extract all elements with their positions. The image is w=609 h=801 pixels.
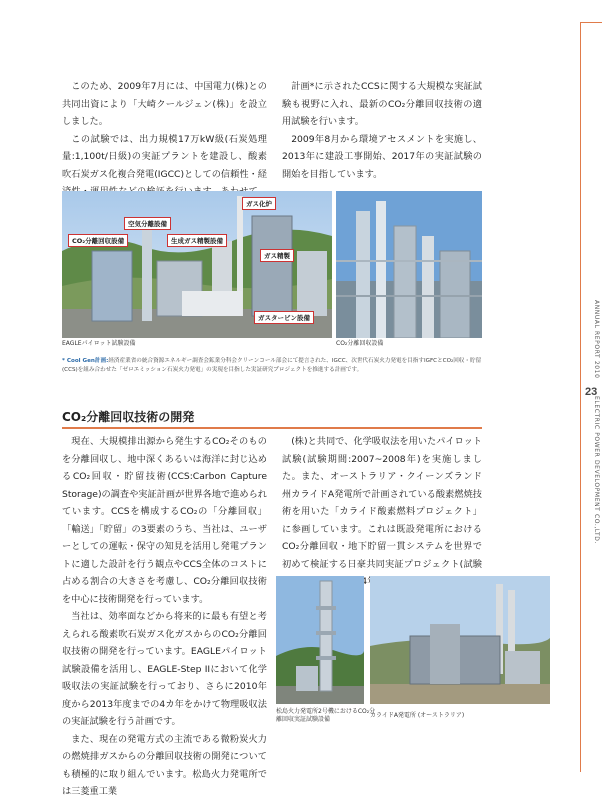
matsushima-plant-illustration bbox=[276, 576, 364, 704]
footnote bbox=[62, 357, 482, 374]
footnote-label: * Cool Gen計画: bbox=[62, 358, 109, 364]
co2-separation-photo bbox=[336, 191, 482, 338]
callout-air-separation: 空気分離設備 bbox=[124, 217, 171, 230]
callout-gas-cleanup: ガス精製 bbox=[260, 249, 294, 262]
paragraph: 2009年8月から環境アセスメントを実施し、2013年に建設工事開始、2017年の実証試験の開始を目指しています。 bbox=[282, 133, 482, 180]
co2-photo-caption: CO₂分離回収設備 bbox=[336, 340, 384, 347]
paragraph: 計画*に示されたCCSに関する大規模な実証試験も視野に入れ、最新のCO₂分離回収技術の適用試験を行います。 bbox=[282, 81, 482, 127]
matsushima-plant-photo bbox=[276, 576, 364, 704]
footnote-text: 経済産業省の統合資源エネルギー調査会鉱業分科会クリーンコール部会にて提言された、IGCC、次世代石炭火力発電を目指すIGFCとCO₂回収・貯留(CCS)を組み合わせた「ゼロエミッション石炭火力発電」の実現を目指した実証研究プロジェクトを推進する計画です。 bbox=[62, 358, 482, 373]
callout-gasifier: ガス化炉 bbox=[242, 197, 276, 210]
callout-gas-purification: 生成ガス精製設備 bbox=[167, 234, 227, 247]
bottom-left-column bbox=[62, 433, 267, 801]
page-edge-rule bbox=[580, 22, 581, 772]
paragraph: このため、2009年7月には、中国電力(株)との共同出資により「大崎クールジェン(株)」を設立しました。 bbox=[62, 81, 267, 127]
callout-gas-turbine: ガスタービン設備 bbox=[254, 311, 314, 324]
section-title: CO₂分離回収技術の開発 bbox=[62, 410, 195, 424]
callout-co2-separation: CO₂分離回収設備 bbox=[68, 234, 128, 247]
top-right-column bbox=[282, 78, 482, 183]
eagle-plant-photo bbox=[62, 191, 332, 338]
annual-report-label: ANNUAL REPORT 2010 bbox=[593, 300, 600, 379]
co2-separation-illustration bbox=[336, 191, 482, 338]
callide-photo-caption: カライドA発電所 (オーストラリア) bbox=[370, 712, 465, 719]
corner-rule bbox=[580, 22, 602, 23]
callide-plant-illustration bbox=[370, 576, 550, 704]
paragraph: 現在、大規模排出源から発生するCO₂そのものを分離回収し、地中深くあるいは海洋に封じ込めるCO₂回収・貯留技術(CCS:Carbon Capture Storage)の調査や実証計画が世界各地で進められています。CCSを構成するCO₂の「分離回収」「輸送」「貯留」の3要素のうち、当社は、ユーザーとしての運転・保守の知見を活用し発電プラントに適した設計を行う観点やCCS全体のコストに占める割合の大きさを考慮し、CO₂分離回収技術を中心に技術開発を行っています。 bbox=[62, 436, 267, 605]
bottom-right-column bbox=[282, 433, 482, 591]
eagle-photo-caption: EAGLEパイロット試験設備 bbox=[62, 340, 136, 347]
paragraph: この試験では、出力規模17万kW級(石炭処理量:1,100t/日級)の実証プラントを建設し、酸素吹石炭ガス化複合発電(IGCC)としての信頼性・経 bbox=[62, 133, 267, 180]
matsushima-photo-caption: 松島火力発電所2号機におけるCO₂分離回収実証試験設備 bbox=[276, 708, 376, 723]
paragraph: また、現在の発電方式の主流である微粉炭火力の燃焼排ガスからの分離回収技術の開発についても積極的に取り組んでいます。松島火力発電所では三菱重工業 bbox=[62, 733, 267, 797]
callide-plant-photo bbox=[370, 576, 550, 704]
page-number: 23 bbox=[585, 386, 598, 398]
company-name-label: ELECTRIC POWER DEVELOPMENT CO.,LTD. bbox=[593, 396, 600, 544]
paragraph: (株)と共同で、化学吸収法を用いたパイロット試験(試験期間:2007~2008年)を実施しました。また、オーストラリア・クイーンズランド州カライドA発電所で計画されている酸素燃焼技術を用いた「カライド酸素燃料プロジェクト」に参画しています。これは既設発電所におけるCO₂分離回収・地下貯留一貫システムを世界で初めて検証する日豪共同実証プロジェクト(試験 14年 bbox=[282, 436, 482, 587]
paragraph: 当社は、効率面などから将来的に最も有望と考えられる酸素吹石炭ガス化ガスからのCO₂分離回収技術の開発を行っています。EAGLEパイロット試験設備を活用し、EAGLE-Step IIにおいて化学吸収法の実証試験を行っており、さらに2010年度から2013年度までの4カ年をかけて物理吸収法の実証試験を行う計画です。 bbox=[62, 611, 267, 727]
section-rule bbox=[62, 427, 482, 429]
